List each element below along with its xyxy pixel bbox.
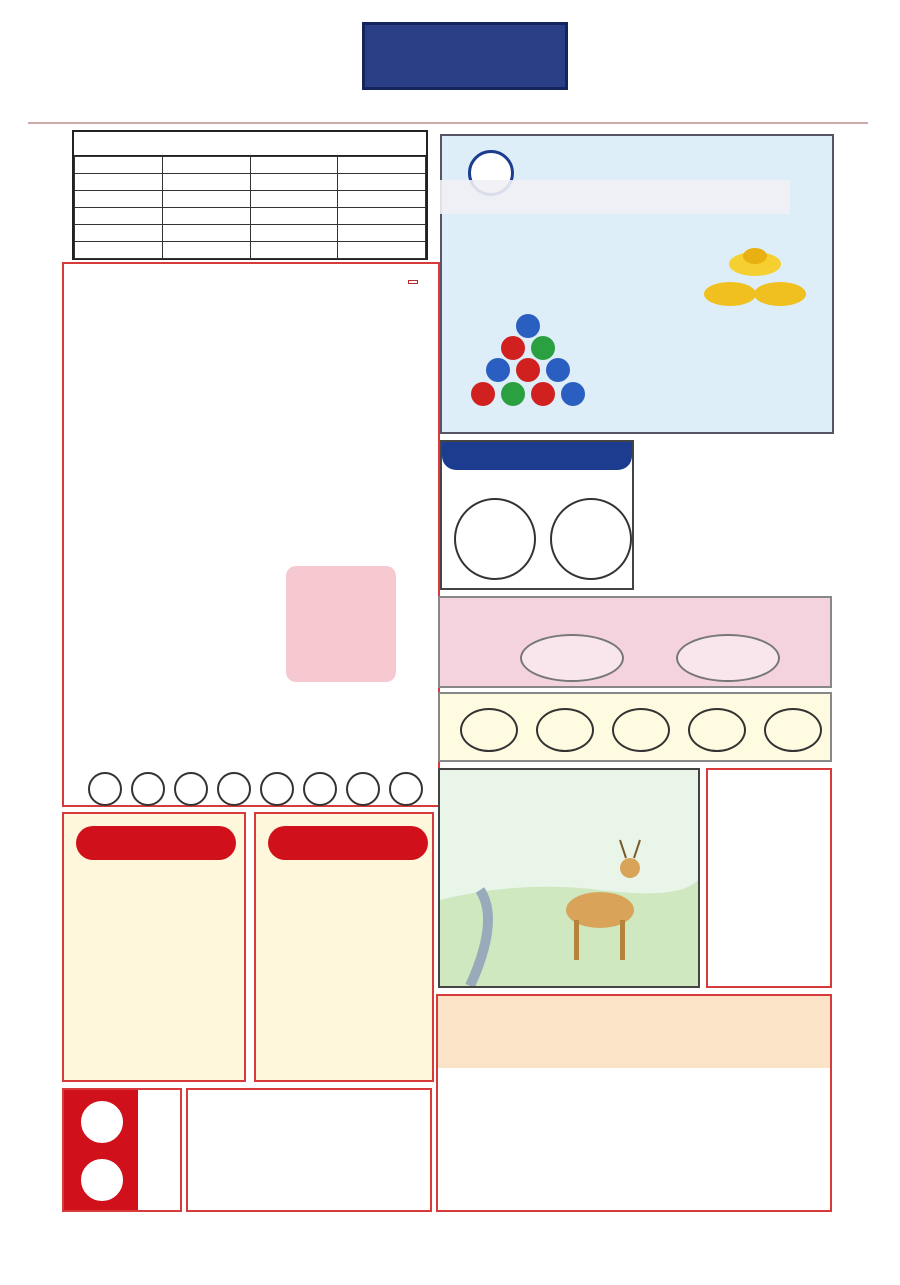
table-row bbox=[75, 242, 426, 259]
table-row bbox=[75, 191, 426, 208]
one-char-panel bbox=[706, 768, 832, 988]
table-header bbox=[162, 157, 250, 174]
table-cell bbox=[162, 225, 250, 242]
lucky-number-ball bbox=[688, 708, 746, 752]
border-left bbox=[28, 124, 54, 1214]
table-cell bbox=[250, 225, 338, 242]
table-cell bbox=[250, 174, 338, 191]
table-cell bbox=[338, 242, 426, 259]
border-top bbox=[28, 98, 868, 124]
dog-icon bbox=[676, 634, 780, 682]
number-ball bbox=[131, 772, 165, 806]
special-code-title bbox=[76, 826, 236, 860]
number-ball bbox=[88, 772, 122, 806]
table-cell bbox=[75, 242, 163, 259]
lucky-number-ball bbox=[764, 708, 822, 752]
border-right bbox=[842, 124, 868, 1214]
lottery-balls-icon bbox=[458, 306, 598, 416]
table-cell bbox=[75, 225, 163, 242]
treasure-map-panel bbox=[438, 768, 700, 988]
table-row bbox=[75, 174, 426, 191]
almanac-decode-title bbox=[438, 996, 830, 1068]
table-cell bbox=[250, 242, 338, 259]
special-today-panel bbox=[440, 440, 634, 590]
table-cell bbox=[338, 191, 426, 208]
table-header-row bbox=[75, 157, 426, 174]
strength-table bbox=[72, 130, 428, 260]
monkey-icon bbox=[520, 634, 624, 682]
table-cell bbox=[338, 174, 426, 191]
gold-tips-panel bbox=[186, 1088, 432, 1212]
count-panel bbox=[62, 1088, 182, 1212]
count-ball bbox=[78, 1098, 126, 1146]
number-ball bbox=[174, 772, 208, 806]
lucky-zodiac-panel bbox=[438, 596, 832, 688]
lucky-numbers-panel bbox=[438, 692, 832, 762]
table-cell bbox=[162, 208, 250, 225]
table-row bbox=[75, 208, 426, 225]
table-header bbox=[75, 157, 163, 174]
almanac-decode-panel bbox=[436, 994, 832, 1212]
special-today-title bbox=[442, 442, 632, 470]
number-ball bbox=[260, 772, 294, 806]
number-ball bbox=[303, 772, 337, 806]
lucky-number-ball bbox=[612, 708, 670, 752]
table-cell bbox=[162, 242, 250, 259]
lucky-number-ball bbox=[536, 708, 594, 752]
number-ball bbox=[346, 772, 380, 806]
table-header bbox=[338, 157, 426, 174]
number-ball bbox=[389, 772, 423, 806]
meeting-record-panel bbox=[62, 262, 440, 807]
special-big bbox=[454, 498, 536, 580]
special-code-panel bbox=[62, 812, 246, 1082]
number-ball bbox=[217, 772, 251, 806]
banner-logo bbox=[362, 22, 568, 90]
special-odd bbox=[550, 498, 632, 580]
blurred-band bbox=[440, 180, 790, 214]
zodiac-poem-panel bbox=[254, 812, 434, 1082]
zodiac-poem-title bbox=[268, 826, 428, 860]
table-cell bbox=[75, 174, 163, 191]
pick-numbers bbox=[88, 772, 423, 806]
table-cell bbox=[338, 208, 426, 225]
secret-tag bbox=[408, 280, 418, 284]
table-cell bbox=[75, 208, 163, 225]
table-row bbox=[75, 225, 426, 242]
table-header bbox=[250, 157, 338, 174]
table-cell bbox=[338, 225, 426, 242]
table-cell bbox=[250, 191, 338, 208]
lucky-number-ball bbox=[460, 708, 518, 752]
table-cell bbox=[250, 208, 338, 225]
strength-table-title bbox=[74, 132, 426, 156]
handwritten-cipher bbox=[286, 566, 396, 682]
deer-illustration bbox=[440, 770, 698, 986]
table-cell bbox=[75, 191, 163, 208]
hero-panel bbox=[440, 134, 834, 434]
gold-ingot-icon bbox=[700, 224, 810, 314]
table-cell bbox=[162, 174, 250, 191]
count-ball bbox=[78, 1156, 126, 1204]
table-cell bbox=[162, 191, 250, 208]
